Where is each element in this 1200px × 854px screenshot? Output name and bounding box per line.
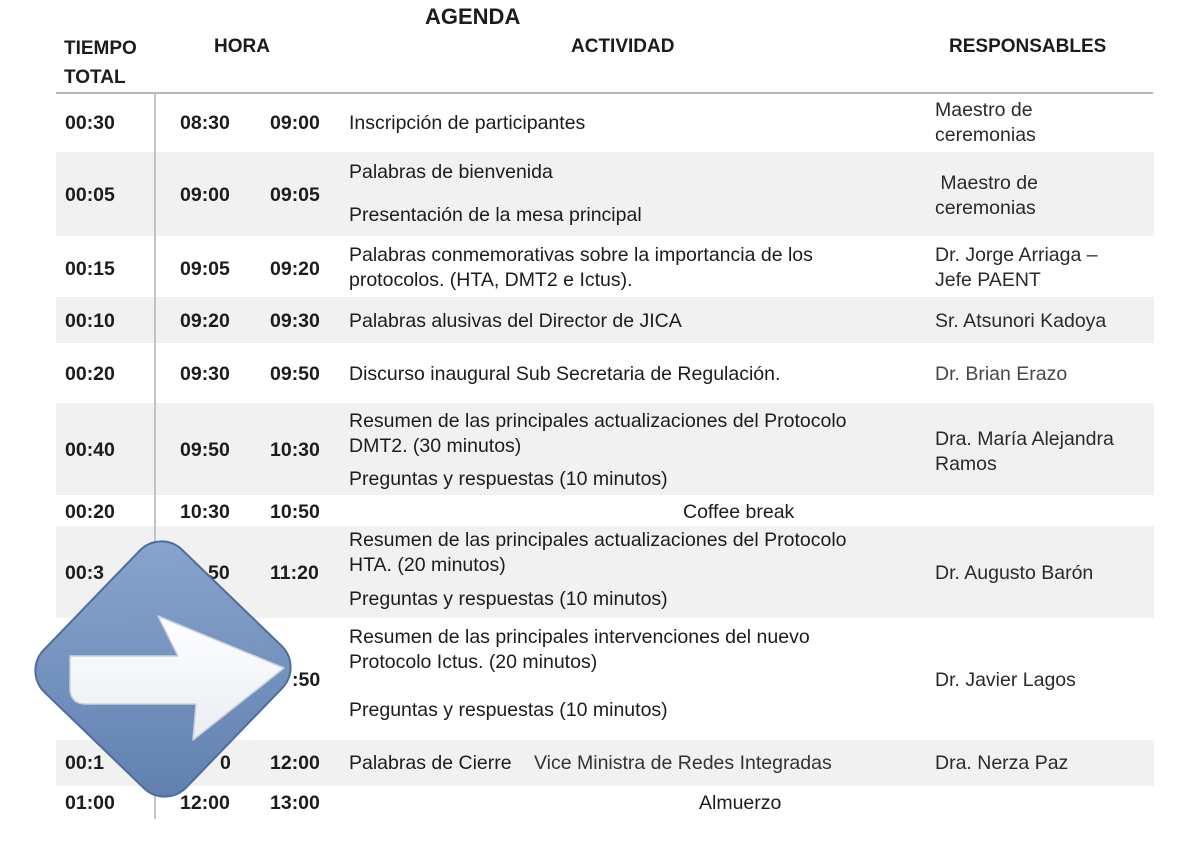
row-start-time: 0 xyxy=(220,752,231,774)
header-actividad: ACTIVIDAD xyxy=(571,36,675,57)
row-end-time: 13:00 xyxy=(270,792,320,814)
row-start-time: 09:20 xyxy=(180,310,230,332)
row-total: 00:20 xyxy=(65,501,115,523)
row-start-time: 09:05 xyxy=(180,258,230,280)
row-total: 00:05 xyxy=(65,184,115,206)
row-activity: HTA. (20 minutos) xyxy=(349,554,506,576)
header-tiempo-line1: TIEMPO xyxy=(64,38,137,59)
row-end-time: 10:30 xyxy=(270,439,320,461)
row-responsible: Dr. Brian Erazo xyxy=(935,363,1068,385)
row-activity: Palabras conmemorativas sobre la importancia de los xyxy=(349,244,813,266)
agenda-title: AGENDA xyxy=(425,4,521,29)
row-responsible: Dr. Augusto Barón xyxy=(935,562,1094,584)
row-responsible: Dra. Nerza Paz xyxy=(935,752,1069,774)
row-responsible: Jefe PAENT xyxy=(935,269,1041,291)
row-responsible: ceremonias xyxy=(935,124,1036,146)
row-activity: Resumen de las principales intervenciones del nuevo xyxy=(349,626,810,648)
header-responsables: RESPONSABLES xyxy=(949,36,1107,57)
agenda-row xyxy=(56,152,1154,236)
agenda-row xyxy=(56,237,1154,296)
row-activity: protocolos. (HTA, DMT2 e Ictus). xyxy=(349,269,633,291)
row-responsible: Dr. Javier Lagos xyxy=(935,669,1076,691)
row-start-time: 10:30 xyxy=(180,501,230,523)
row-total: 00:3 xyxy=(65,562,105,584)
row-activity: Coffee break xyxy=(683,501,795,523)
row-start-time: 09:00 xyxy=(180,184,230,206)
row-end-time: :50 xyxy=(292,669,321,691)
row-total: 00:40 xyxy=(65,439,115,461)
row-responsible: Maestro de xyxy=(935,99,1033,121)
row-responsible: ceremonias xyxy=(935,197,1036,219)
row-activity: Palabras de Cierre xyxy=(349,752,512,774)
row-activity: Presentación de la mesa principal xyxy=(349,204,642,226)
row-activity: Resumen de las principales actualizaciones del Protocolo xyxy=(349,410,847,432)
agenda-row xyxy=(56,403,1154,495)
row-activity: DMT2. (30 minutos) xyxy=(349,435,522,457)
row-start-time: 08:30 xyxy=(180,112,230,134)
row-activity: Preguntas y respuestas (10 minutos) xyxy=(349,699,668,721)
row-activity: Resumen de las principales actualizaciones del Protocolo xyxy=(349,529,847,551)
share-forward-arrow-icon[interactable] xyxy=(18,528,308,810)
row-total: 00:20 xyxy=(65,363,115,385)
row-activity: Preguntas y respuestas (10 minutos) xyxy=(349,468,668,490)
header-tiempo-total xyxy=(64,34,137,92)
row-start-time: 09:30 xyxy=(180,363,230,385)
row-total: 01:00 xyxy=(65,792,115,814)
header-hora: HORA xyxy=(214,36,270,57)
row-end-time: 09:05 xyxy=(270,184,320,206)
row-end-time: 09:20 xyxy=(270,258,320,280)
row-end-time: 09:50 xyxy=(270,363,320,385)
row-activity: Palabras de bienvenida xyxy=(349,161,553,183)
row-responsible: Ramos xyxy=(935,453,997,475)
row-total: 00:15 xyxy=(65,258,115,280)
agenda-row xyxy=(56,496,1154,525)
header-tiempo-line2: TOTAL xyxy=(64,67,126,88)
row-activity: Palabras alusivas del Director de JICA xyxy=(349,310,682,332)
agenda-row xyxy=(56,297,1154,343)
row-end-time: 09:00 xyxy=(270,112,320,134)
row-activity: Almuerzo xyxy=(699,792,782,814)
agenda-row xyxy=(56,344,1154,402)
row-responsible: Maestro de xyxy=(935,172,1038,194)
row-responsible: Dra. María Alejandra xyxy=(935,428,1114,450)
row-end-time: 10:50 xyxy=(270,501,320,523)
agenda-row xyxy=(56,94,1154,150)
row-total: 00:30 xyxy=(65,112,115,134)
row-activity: Inscripción de participantes xyxy=(349,112,586,134)
row-total: 00:10 xyxy=(65,310,115,332)
row-activity: Vice Ministra de Redes Integradas xyxy=(534,752,832,774)
row-start-time: 12:00 xyxy=(180,792,230,814)
row-activity: Discurso inaugural Sub Secretaria de Regulación. xyxy=(349,363,781,385)
row-responsible: Dr. Jorge Arriaga – xyxy=(935,244,1098,266)
row-start-time: 09:50 xyxy=(180,439,230,461)
row-start-time: 50 xyxy=(208,562,230,584)
row-end-time: 12:00 xyxy=(270,752,320,774)
row-activity: Protocolo Ictus. (20 minutos) xyxy=(349,651,598,673)
row-end-time: 11:20 xyxy=(270,562,319,584)
row-end-time: 09:30 xyxy=(270,310,320,332)
row-responsible: Sr. Atsunori Kadoya xyxy=(935,310,1107,332)
row-activity: Preguntas y respuestas (10 minutos) xyxy=(349,588,668,610)
row-total: 00:1 xyxy=(65,752,105,774)
